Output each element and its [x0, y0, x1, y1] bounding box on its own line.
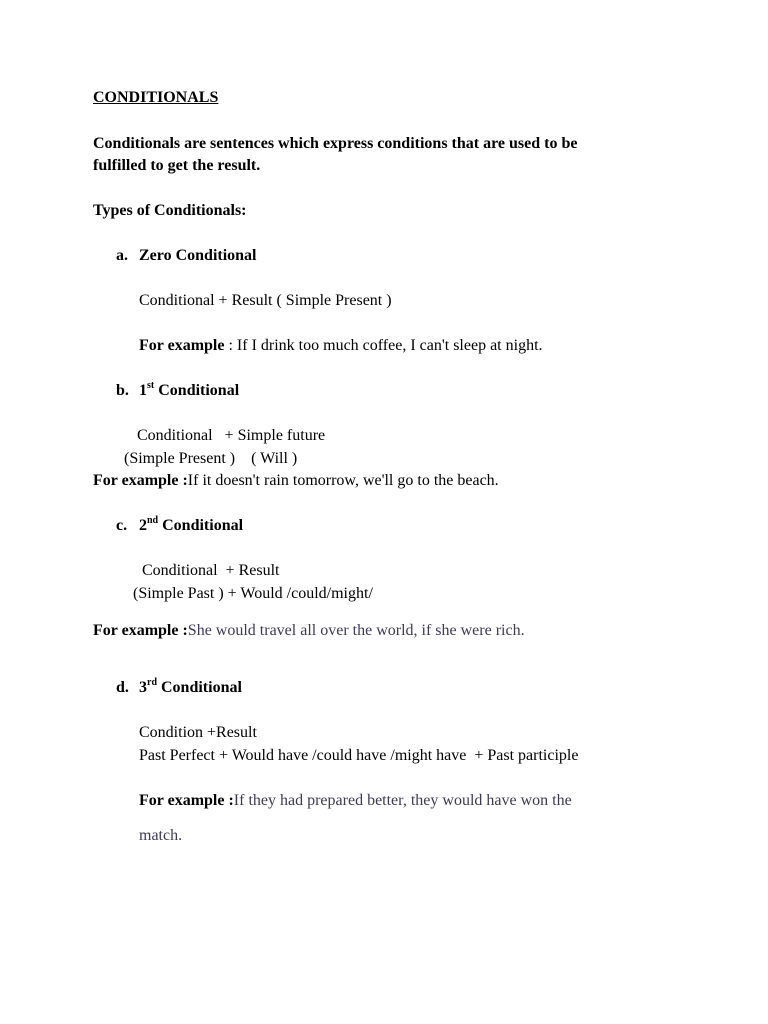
second-example-text: She would travel all over the world, if she were rich.: [187, 622, 525, 639]
first-example-text: If it doesn't rain tomorrow, we'll go to the beach.: [187, 472, 499, 489]
second-heading: [139, 516, 243, 536]
third-num: 3: [139, 679, 147, 696]
second-example: [93, 621, 525, 641]
first-formula-line-1: Conditional + Simple future: [137, 427, 326, 444]
third-example-text-line-1: If they had prepared better, they would have won the: [233, 792, 572, 809]
third-formula-line-2: Past Perfect + Would have /could have /might have + Past participle: [139, 747, 579, 764]
third-marker: d.: [116, 679, 129, 696]
first-sup: st: [147, 379, 155, 391]
second-formula-line-2: (Simple Past ) + Would /could/might/: [133, 585, 373, 602]
third-sup: rd: [147, 676, 157, 688]
second-heading-rest: Conditional: [158, 517, 244, 534]
third-example-text-line-2: match.: [139, 827, 183, 844]
second-marker: c.: [116, 517, 128, 534]
first-marker: b.: [116, 382, 129, 399]
first-num: 1: [139, 382, 147, 399]
types-heading: Types of Conditionals:: [93, 202, 247, 219]
third-heading: [139, 678, 242, 698]
second-num: 2: [139, 517, 147, 534]
second-sup: nd: [147, 514, 159, 526]
first-example: [93, 471, 499, 491]
first-heading: [139, 381, 239, 401]
zero-heading: Zero Conditional: [139, 247, 257, 264]
page-title: CONDITIONALS: [93, 89, 219, 106]
first-example-label: For example :: [93, 472, 188, 489]
intro-line-1: Conditionals are sentences which express conditions that are used to be: [93, 135, 578, 152]
zero-example-text: : If I drink too much coffee, I can't sleep at night.: [224, 337, 543, 354]
zero-example: [139, 336, 543, 356]
third-formula-line-1: Condition +Result: [139, 724, 257, 741]
first-heading-rest: Conditional: [154, 382, 240, 399]
second-example-label: For example :: [93, 622, 188, 639]
zero-formula: Conditional + Result ( Simple Present ): [139, 292, 392, 309]
intro-line-2: fulfilled to get the result.: [93, 157, 261, 174]
third-example: [139, 791, 572, 811]
second-formula-line-1: Conditional + Result: [142, 562, 280, 579]
first-formula-line-2: (Simple Present ) ( Will ): [124, 450, 298, 467]
zero-example-label: For example: [139, 337, 225, 354]
third-heading-rest: Conditional: [157, 679, 242, 696]
third-example-label: For example :: [139, 792, 234, 809]
zero-marker: a.: [116, 247, 128, 264]
